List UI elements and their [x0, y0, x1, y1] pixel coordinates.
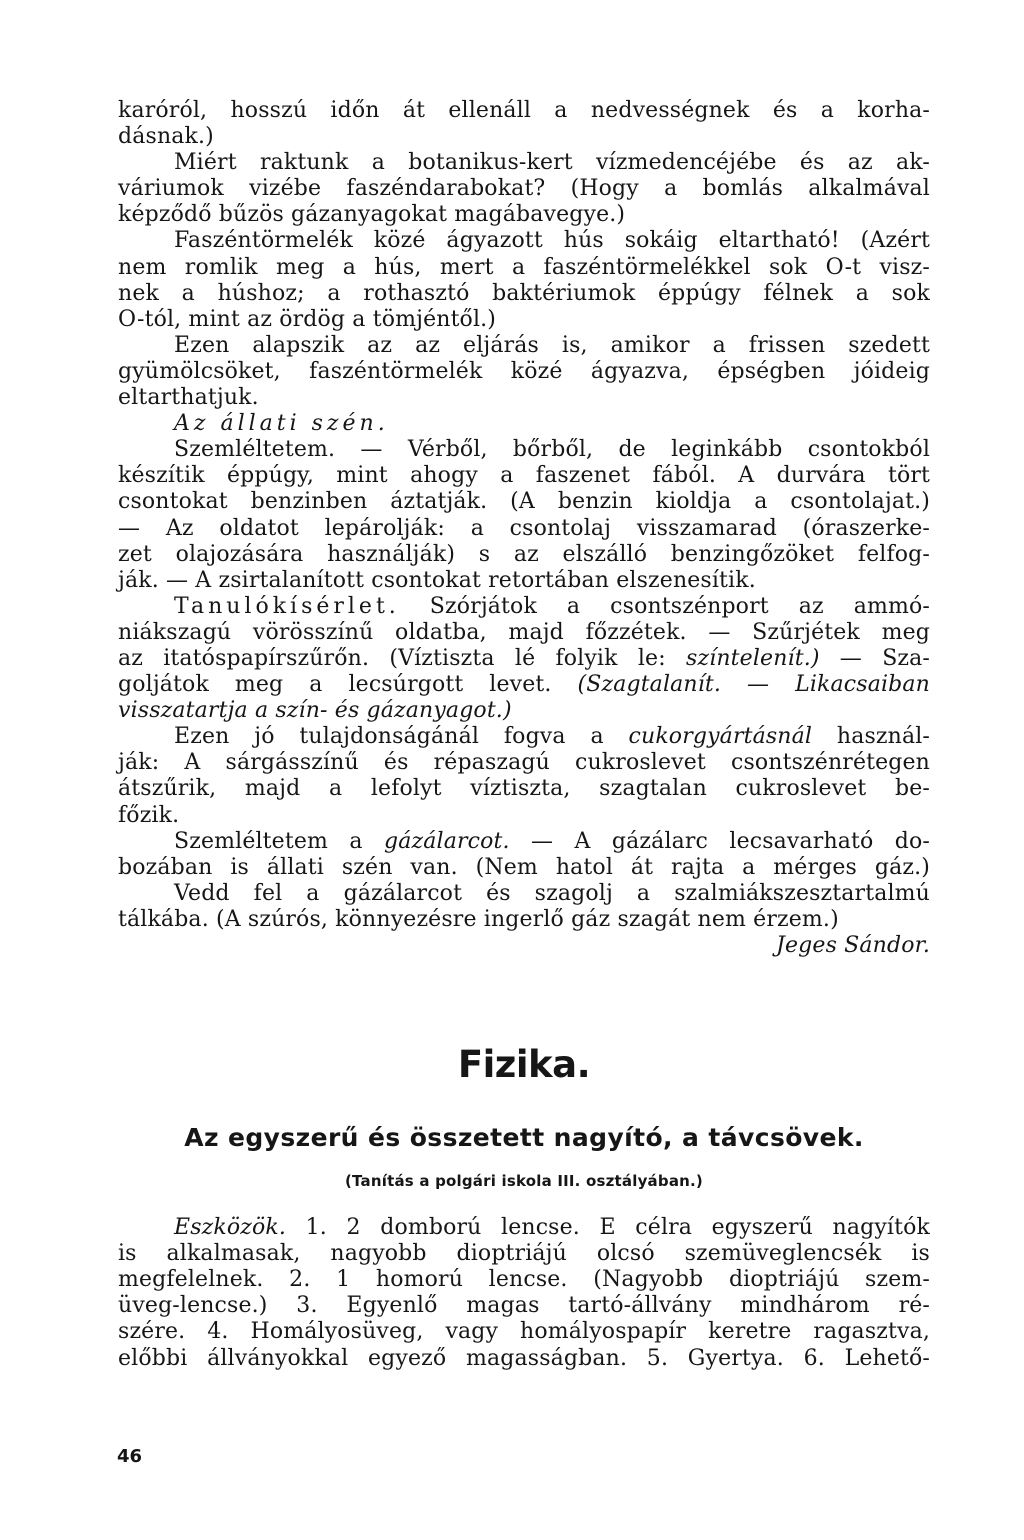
text-line: eltarthatjuk.: [118, 385, 259, 411]
text-line: — Az oldatot lepárolják: a csontolaj visszamarad (óraszerke-: [118, 515, 930, 541]
text-line: csontokat benzinben áztatják. (A benzin kioldja a csontolajat.): [118, 489, 930, 515]
experiment-label: Tanulókísérlet.: [174, 593, 400, 619]
text-line: előbbi állványokkal egyező magasságban. 5. Gyertya. 6. Lehető-: [118, 1345, 930, 1371]
text-line: váriumok vizébe faszéndarabokat? (Hogy a bomlás alkalmával: [118, 176, 930, 202]
article-subtitle: (Tanítás a polgári iskola III. osztályában.): [345, 1172, 703, 1191]
experiment-line: [118, 646, 930, 672]
gasmask-text: — A gázálarc lecsavarható do-: [509, 828, 930, 854]
gasmask-text: Szemléltetem a: [174, 828, 385, 854]
experiment-italic: (Szagtalanít. — Likacsaiban: [577, 672, 930, 698]
text-line: gyümölcsöket, faszéntörmelék közé ágyazva, épségben jóideig: [118, 358, 930, 384]
text-line: főzik.: [118, 802, 180, 828]
text-line: Vedd fel a gázálarcot és szagolj a szalmiákszesztartalmú: [174, 880, 930, 906]
experiment-text: Szórjátok a csontszénport az ammó-: [429, 593, 930, 619]
tools-line: [118, 1215, 930, 1241]
text-line: tálkába. (A szúrós, könnyezésre ingerlő gáz szagát nem érzem.): [118, 906, 839, 932]
section-title: Fizika.: [457, 1043, 591, 1087]
text-line: ják. — A zsirtalanított csontokat retortában elszenesítik.: [118, 567, 756, 593]
text-line: ják: A sárgásszínű és répaszagú cukroslevet csontszénrétegen: [118, 750, 930, 776]
tools-label: Eszközök.: [174, 1215, 287, 1241]
text-line: átszűrik, majd a lefolyt víztiszta, szagtalan cukroslevet be-: [118, 776, 930, 802]
text-line: Faszéntörmelék közé ágyazott hús sokáig eltartható! (Azért: [174, 228, 930, 254]
experiment-line: [118, 594, 930, 620]
experiment-line: [118, 672, 930, 698]
page-number: 46: [117, 1446, 143, 1467]
text-line: niákszagú vörösszínű oldatba, majd főzzétek. — Szűrjétek meg: [118, 619, 930, 645]
author-signature: Jeges Sándor.: [776, 933, 930, 958]
text-line: visszatartja a szín- és gázanyagot.): [118, 698, 512, 724]
text-line: képződő bűzös gázanyagokat magábavegye.): [118, 202, 626, 228]
text-line: Szemléltetem. — Vérből, bőrből, de leginkább csontokból: [174, 437, 930, 463]
sugar-text: használ-: [812, 724, 931, 750]
text-line: Ezen alapszik az az eljárás is, amikor a frissen szedett: [174, 332, 930, 358]
text-line: szére. 4. Homályosüveg, vagy homályospapír keretre ragasztva,: [118, 1319, 930, 1345]
text-line: bozában is állati szén van. (Nem hatol át rajta a mérges gáz.): [118, 854, 930, 880]
text-line: O-tól, mint az ördög a tömjéntől.): [118, 306, 497, 332]
text-line: dásnak.): [118, 124, 214, 150]
text-line: üveg-lencse.) 3. Egyenlő magas tartó-állvány mindhárom ré-: [118, 1293, 930, 1319]
experiment-italic: színtelenít.): [686, 645, 820, 671]
text-line: zet olajozására használják) s az elszálló benzingőzöket felfog-: [118, 541, 930, 567]
tools-paragraph: [118, 1215, 930, 1372]
text-line: is alkalmasak, nagyobb dioptriájú olcsó szemüveglencsék is: [118, 1241, 930, 1267]
article-title: Az egyszerű és összetett nagyító, a távcsövek.: [184, 1123, 864, 1153]
sugar-line: [118, 724, 930, 750]
subheading-animal-carbon: Az állati szén.: [174, 411, 389, 437]
text-line: karóról, hosszú időn át ellenáll a nedvességnek és a korha-: [118, 98, 930, 123]
text-line: készítik éppúgy, mint ahogy a faszenet fából. A durvára tört: [118, 463, 930, 489]
text-line: megfelelnek. 2. 1 homorú lencse. (Nagyobb dioptriájú szem-: [118, 1267, 930, 1293]
experiment-text: — Sza-: [819, 645, 931, 671]
text-line: Miért raktunk a botanikus-kert vízmedencéjébe és az ak-: [174, 150, 930, 176]
page-body: [118, 98, 930, 1372]
text-line: nem romlik meg a hús, mert a faszéntörmelékkel sok O-t visz-: [118, 254, 930, 280]
tools-text: 1. 2 domború lencse. E célra egyszerű nagyítók: [286, 1215, 930, 1241]
text-line: nek a húshoz; a rothasztó baktériumok éppúgy félnek a sok: [118, 280, 930, 306]
top-paragraphs: [118, 98, 930, 959]
sugar-text: Ezen jó tulajdonságánál fogva a: [174, 724, 629, 750]
experiment-text: goljátok meg a lecsúrgott levet.: [118, 672, 578, 698]
gasmask-italic: gázálarcot.: [384, 828, 510, 854]
experiment-text: az itatóspapírszűrőn. (Víztiszta lé folyik le:: [118, 645, 686, 671]
gasmask-line: [118, 829, 930, 855]
sugar-italic: cukorgyártásnál: [628, 724, 813, 750]
